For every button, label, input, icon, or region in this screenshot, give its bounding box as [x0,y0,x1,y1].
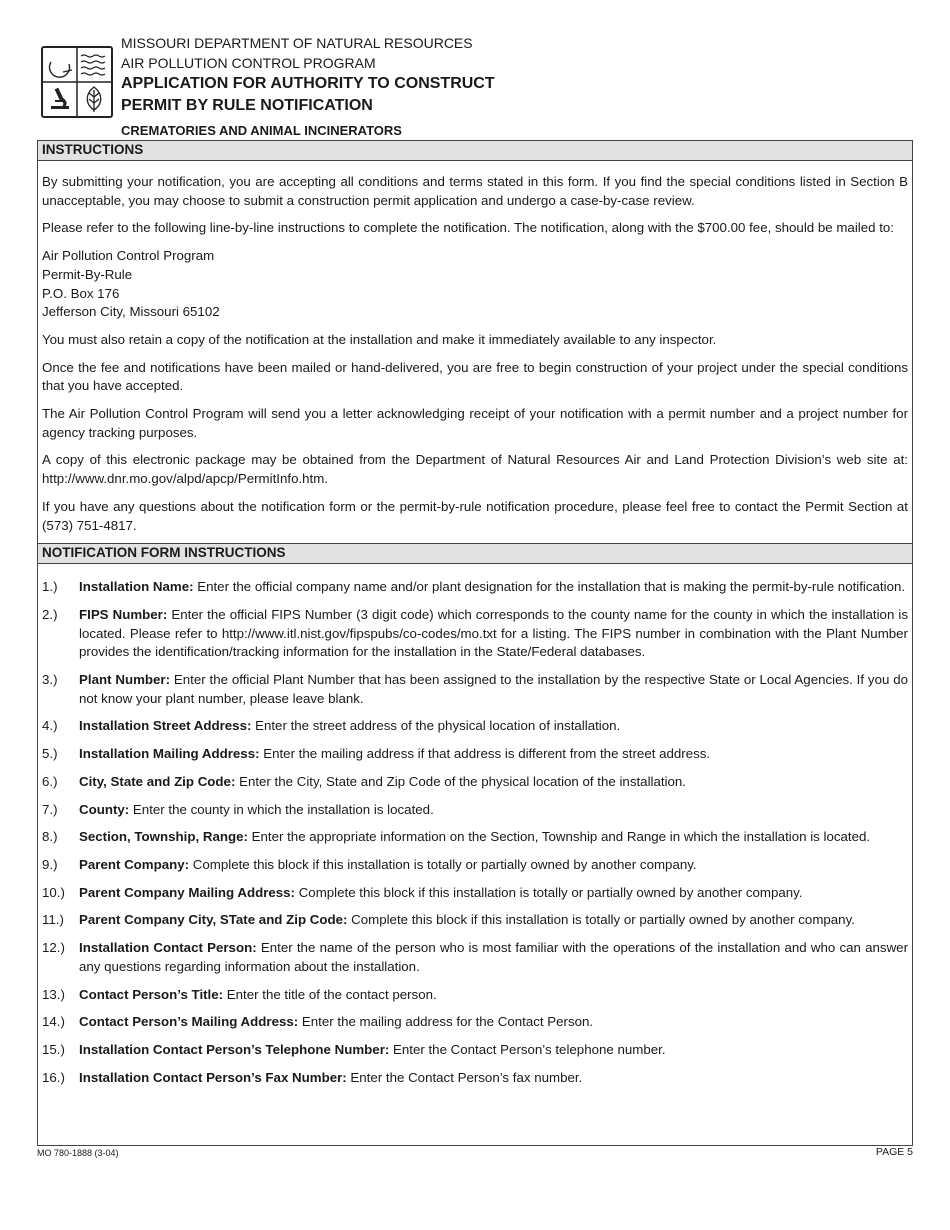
address-line: Air Pollution Control Program [42,248,215,264]
address-line: Jefferson City, Missouri 65102 [42,304,220,320]
item-number: 6.) [42,773,58,789]
item-number: 12.) [42,940,65,956]
item-label: Contact Person’s Title: [79,986,224,1002]
address-line: Permit-By-Rule [42,266,133,282]
item-number: 7.) [42,801,58,817]
item-text: Enter the official Plant Number that has been assigned to the installation by the respective State or Local Agencies. If you do not know your plant number, please leave blank. [79,672,908,706]
item-number: 9.) [42,856,58,872]
list-item [42,986,908,1005]
item-number: 2.) [42,606,58,622]
list-item [42,856,908,875]
item-label: Installation Mailing Address: [79,746,260,762]
instructions-paragraph-5: The Air Pollution Control Program will send you a letter acknowledging receipt of your notification with a permit number and a project number for agency tracking purposes. [42,406,908,440]
item-text: Enter the Contact Person’s telephone number. [389,1041,666,1057]
list-item [42,717,908,736]
list-item [42,606,908,662]
item-label: City, State and Zip Code: [79,773,236,789]
item-text: Enter the county in which the installation is located. [129,801,434,817]
instructions-paragraph-7: If you have any questions about the notification form or the permit-by-rule notification procedure, please feel free to contact the Permit Section at (573) 751-4817. [42,498,908,533]
instructions-heading: INSTRUCTIONS [38,141,912,161]
item-text: Enter the official FIPS Number (3 digit code) which corresponds to the county name for the county in which the installation is located. Please refer to http://www.itl.nist.gov/fipspubs/co-codes/mo.txt for a listing. The FIPS number in combination with the Plant Number provides the identification/tracking information for the installation in the State/Federal databases. [79,606,909,660]
list-item [42,578,908,597]
notification-form-instructions-heading: NOTIFICATION FORM INSTRUCTIONS [38,543,912,564]
item-number: 4.) [42,718,58,734]
item-text: Complete this block if this installation is totally or partially owned by another company. [295,884,803,900]
list-item [42,773,908,792]
item-label: Installation Contact Person’s Telephone Number: [79,1041,390,1057]
item-text: Enter the official company name and/or plant designation for the installation that is making the permit-by-rule notification. [193,579,906,595]
item-label: Parent Company Mailing Address: [79,884,295,900]
item-text: Enter the title of the contact person. [223,986,437,1002]
page-number: PAGE 5 [875,1146,913,1158]
item-number: 8.) [42,829,58,845]
item-label: FIPS Number: [79,606,168,622]
document-header [41,33,913,137]
item-text: Enter the mailing address if that address is different from the street address. [259,746,711,762]
form-subtitle: CREMATORIES AND ANIMAL INCINERATORS [121,123,402,138]
item-label: Installation Name: [79,579,194,595]
department-name: MISSOURI DEPARTMENT OF NATURAL RESOURCES [121,35,473,51]
instructions-section [38,161,912,543]
list-item [42,884,908,903]
instructions-paragraph-1: By submitting your notification, you are accepting all conditions and terms stated in this form. If you find the special conditions listed in Section B unacceptable, you may choose to submit a construction permit application and undergo a case-by-case review. [42,174,908,208]
item-text: Enter the street address of the physical location of installation. [251,718,621,734]
department-logo-icon [41,46,113,118]
instructions-paragraph-3: You must also retain a copy of the notification at the installation and make it immediately available to any inspector. [42,331,717,347]
notification-form-instructions-list [38,564,912,1100]
list-item [42,1013,908,1032]
instructions-paragraph-2: Please refer to the following line-by-line instructions to complete the notification. The notification, along with the $700.00 fee, should be mailed to: [42,220,895,236]
item-label: Parent Company: [79,856,190,872]
item-text: Enter the Contact Person’s fax number. [346,1069,583,1085]
item-number: 13.) [42,986,65,1002]
form-title-second-line: PERMIT BY RULE NOTIFICATION [121,97,373,114]
item-number: 11.) [42,912,64,928]
item-label: Section, Township, Range: [79,829,248,845]
instructions-paragraph-6: A copy of this electronic package may be obtained from the Department of Natural Resources Air and Land Protection Division’s web site at: http://www.dnr.mo.gov/alpd/apcp/PermitInfo.htm. [42,452,908,487]
list-item [42,671,908,708]
item-label: County: [79,801,130,817]
item-text: Enter the name of the person who is most familiar with the operations of the installation and who can answer any questions regarding information about the installation. [79,940,908,974]
list-item [42,801,908,820]
list-item [42,1069,908,1088]
form-number: MO 780-1888 (3-04) [37,1148,119,1158]
item-label: Installation Contact Person’s Fax Number: [79,1069,347,1085]
item-number: 15.) [42,1041,65,1057]
item-text: Enter the City, State and Zip Code of the physical location of the installation. [235,773,687,789]
item-number: 16.) [42,1069,65,1085]
mailing-address [42,247,908,322]
item-label: Plant Number: [79,672,171,688]
instructions-paragraph-4: Once the fee and notifications have been mailed or hand-delivered, you are free to begin construction of your project under the special conditions that you have accepted. [42,359,908,394]
item-number: 3.) [42,672,58,688]
list-item [42,828,908,847]
list-item [42,745,908,764]
list-item [42,939,908,976]
form-title: APPLICATION FOR AUTHORITY TO CONSTRUCT [121,75,495,92]
item-label: Installation Street Address: [79,718,252,734]
item-text: Complete this block if this installation is totally or partially owned by another company. [189,856,697,872]
address-line: P.O. Box 176 [42,285,120,301]
program-name: AIR POLLUTION CONTROL PROGRAM [121,55,376,71]
item-text: Complete this block if this installation is totally or partially owned by another company. [347,912,855,928]
item-label: Installation Contact Person: [79,940,257,956]
item-number: 1.) [42,579,58,595]
item-text: Enter the mailing address for the Contact Person. [298,1014,594,1030]
item-number: 10.) [42,884,65,900]
item-number: 5.) [42,746,58,762]
list-item [42,1041,908,1060]
list-item [42,911,908,930]
item-label: Contact Person’s Mailing Address: [79,1014,299,1030]
form-body [37,140,913,1146]
item-text: Enter the appropriate information on the Section, Township and Range in which the installation is located. [247,829,871,845]
item-label: Parent Company City, STate and Zip Code: [79,912,348,928]
item-number: 14.) [42,1014,65,1030]
